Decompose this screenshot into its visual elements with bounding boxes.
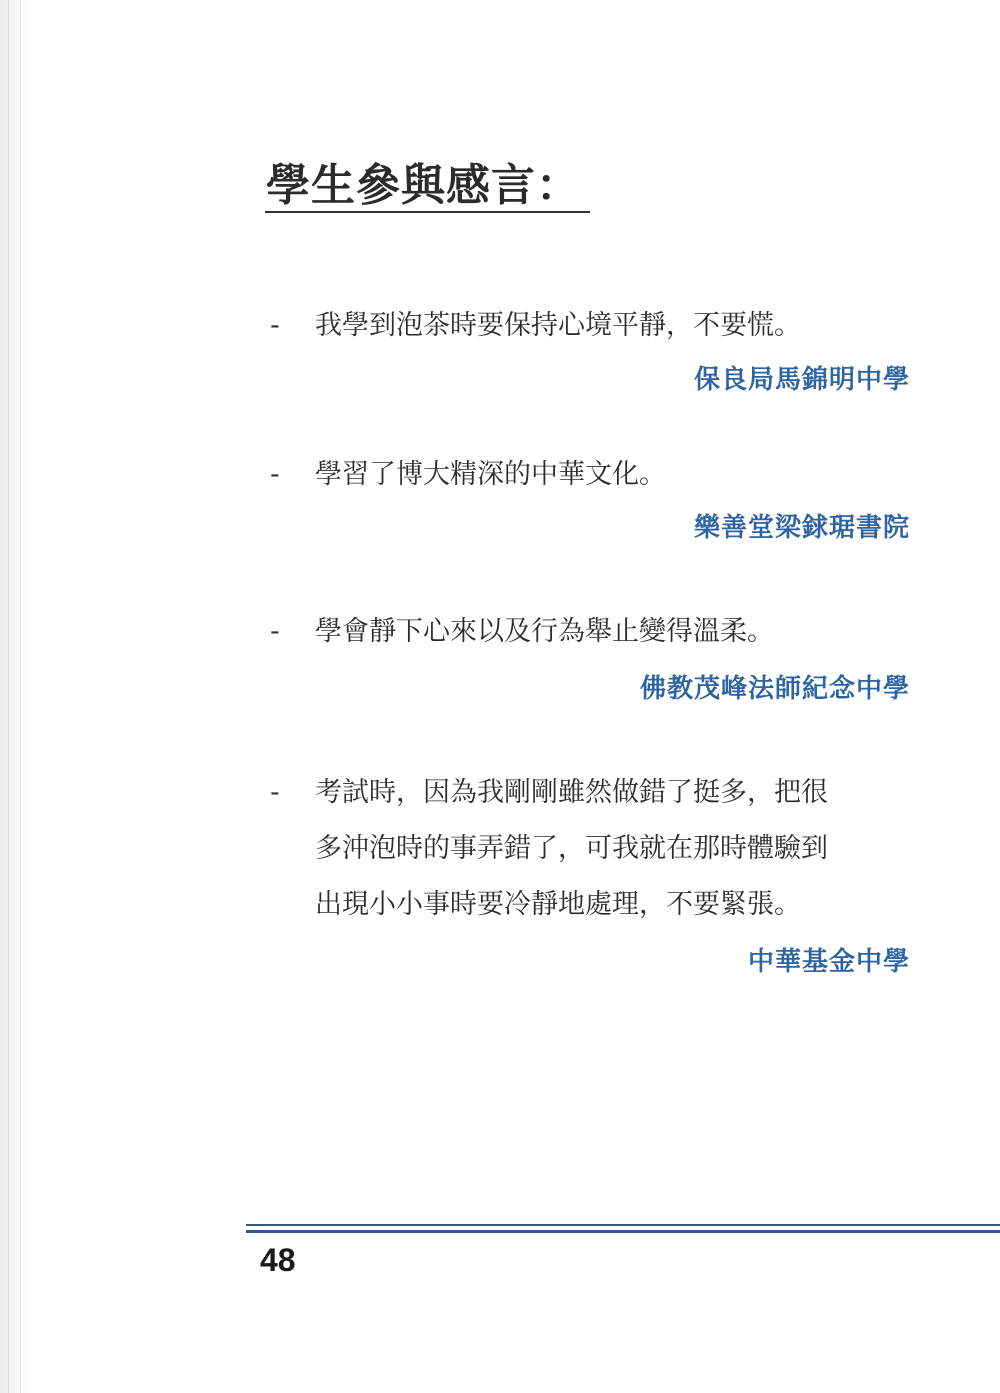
school-name: 中華基金中學 — [747, 947, 910, 977]
page-title: 學生參與感言： — [266, 160, 581, 211]
testimonial-item — [270, 604, 910, 714]
bullet-dash: - — [270, 616, 280, 647]
page-number: 48 — [260, 1242, 296, 1278]
page-edge-line — [20, 0, 21, 1393]
school-name: 佛教茂峰法師紀念中學 — [639, 674, 910, 704]
testimonial-text: 學習了博大精深的中華文化。 — [315, 459, 666, 490]
page-edge-line — [8, 0, 9, 1393]
testimonial-text: 學會靜下心來以及行為舉止變得溫柔。 — [315, 616, 774, 647]
page-edge-shadow — [0, 0, 34, 1393]
testimonial-text: 考試時，因為我剛剛雖然做錯了挺多，把很 多沖泡時的事弄錯了，可我就在那時體驗到 出現小小事時要冷靜地處理，不要緊張。 — [315, 777, 828, 920]
school-name: 保良局馬錦明中學 — [693, 365, 910, 395]
footer-rule — [246, 1224, 1000, 1233]
testimonial-item — [270, 447, 910, 557]
testimonial-item — [270, 298, 910, 408]
school-name: 樂善堂梁銶琚書院 — [693, 513, 910, 543]
bullet-dash: - — [270, 777, 280, 808]
testimonial-item — [270, 765, 910, 985]
bullet-dash: - — [270, 459, 280, 490]
title-underline — [265, 211, 590, 213]
testimonial-text: 我學到泡茶時要保持心境平靜，不要慌。 — [315, 310, 801, 341]
bullet-dash: - — [270, 310, 280, 341]
